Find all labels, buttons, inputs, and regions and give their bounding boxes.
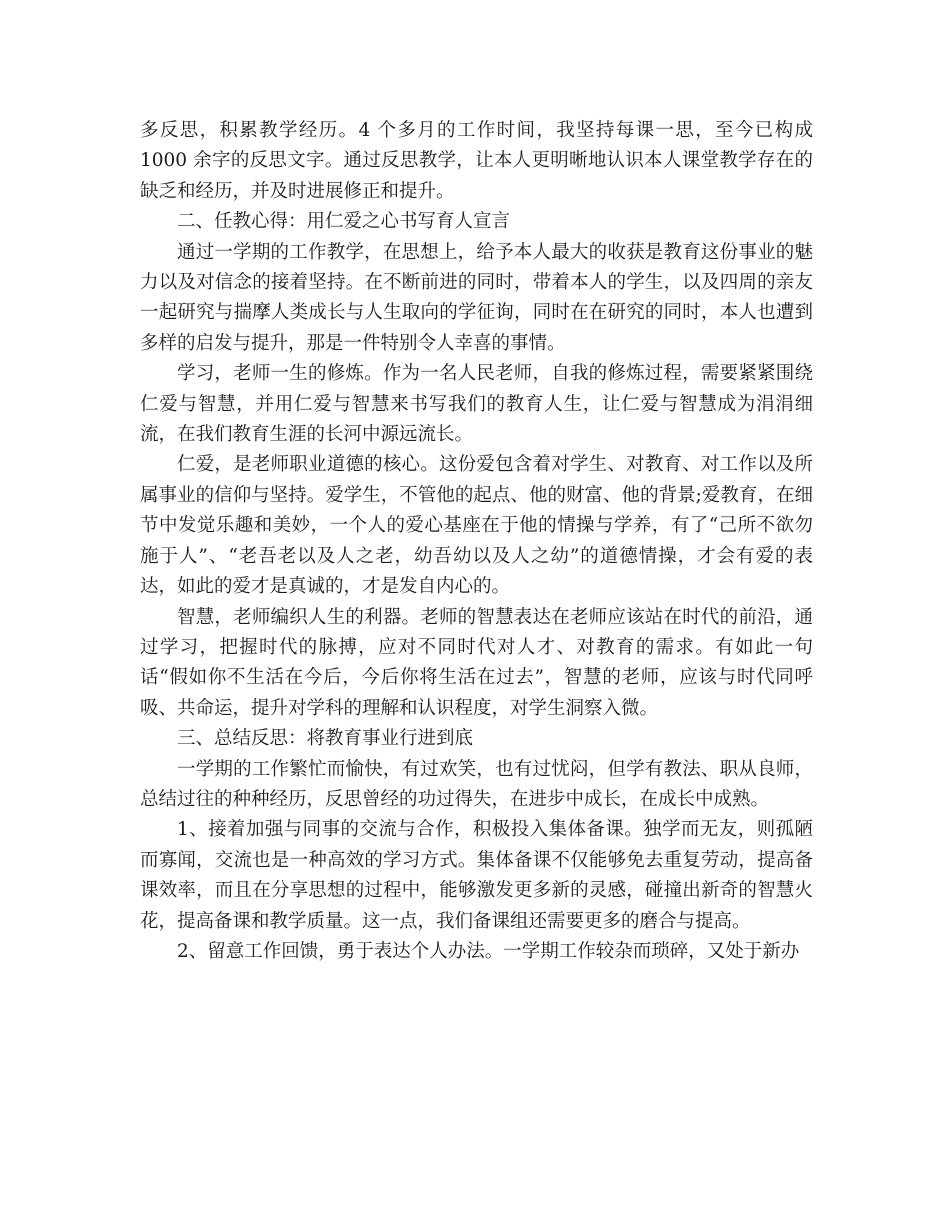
paragraph: 学习，老师一生的修炼。作为一名人民老师，自我的修炼过程，需要紧紧围绕仁爱与智慧，并用仁爱与智慧来书写我们的教育人生，让仁爱与智慧成为涓涓细流，在我们教育生涯的长河中源远流长。 [140, 363, 813, 446]
paragraph: 智慧，老师编织人生的利器。老师的智慧表达在老师应该站在时代的前沿，通过学习，把握时代的脉搏，应对不同时代对人才、对教育的需求。有如此一句话“假如你不生活在今后，今后你将生活在过去”，智慧的老师，应该与时代同呼吸、共命运，提升对学科的理解和认识程度，对学生洞察入微。 [140, 606, 813, 719]
section-heading-3: 三、总结反思：将教育事业行进到底 [177, 728, 474, 750]
paragraph: 通过一学期的工作教学，在思想上，给予本人最大的收获是教育这份事业的魅力以及对信念的接着坚持。在不断前进的同时，带着本人的学生，以及四周的亲友一起研究与揣摩人类成长与人生取向的学征询，同时在在研究的同时，本人也遭到多样的启发与提升，那是一件特别令人幸喜的事情。 [140, 241, 813, 354]
document-body [140, 116, 813, 967]
list-item-1: 1、接着加强与同事的交流与合作，积极投入集体备课。独学而无友，则孤陋而寡闻，交流也是一种高效的学习方式。集体备课不仅能够免去重复劳动，提高备课效率，而且在分享思想的过程中，能够激发更多新的灵感，碰撞出新奇的智慧火花，提高备课和教学质量。这一点，我们备课组还需要更多的磨合与提高。 [140, 819, 813, 932]
paragraph: 一学期的工作繁忙而愉快，有过欢笑，也有过忧闷，但学有教法、职从良师，总结过往的种种经历，反思曾经的功过得失，在进步中成长，在成长中成熟。 [140, 758, 813, 810]
section-heading-2: 二、任教心得：用仁爱之心书写育人宣言 [177, 211, 511, 233]
paragraph: 仁爱，是老师职业道德的核心。这份爱包含着对学生、对教育、对工作以及所属事业的信仰与坚持。爱学生，不管他的起点、他的财富、他的背景;爱教育，在细节中发觉乐趣和美妙，一个人的爱心基座在于他的情操与学养，有了“己所不欲勿施于人”、“老吾老以及人之老，幼吾幼以及人之幼”的道德情操，才会有爱的表达，如此的爱才是真诚的，才是发自内心的。 [140, 454, 813, 598]
paragraph-continuation: 多反思，积累教学经历。4 个多月的工作时间，我坚持每课一思，至今已构成1000 余字的反思文字。通过反思教学，让本人更明晰地认识本人课堂教学存在的缺乏和经历，并及时进展修正和提升。 [140, 120, 813, 202]
list-item-2: 2、留意工作回馈，勇于表达个人办法。一学期工作较杂而琐碎，又处于新办 [177, 940, 800, 962]
